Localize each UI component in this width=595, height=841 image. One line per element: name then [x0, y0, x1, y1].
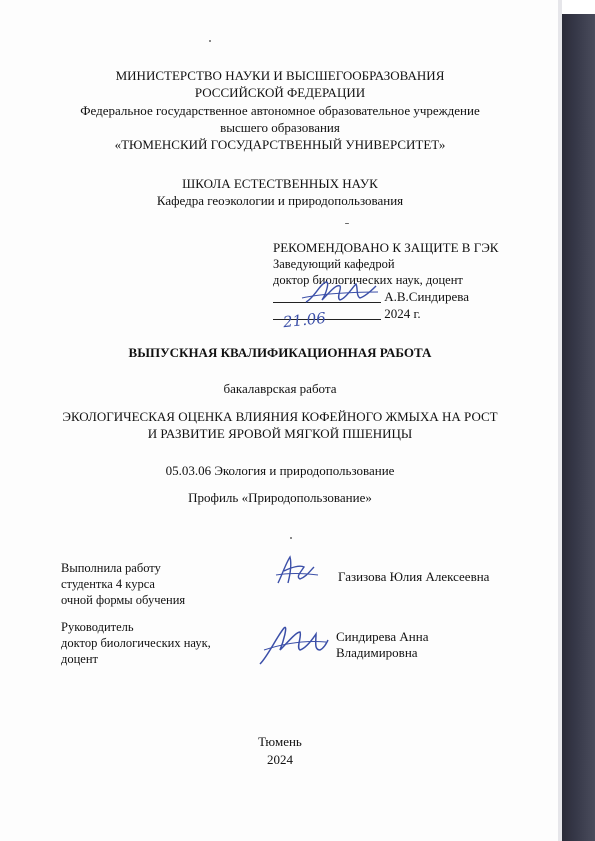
author-line-1: Выполнила работу [61, 561, 161, 575]
author-line-2: студентка 4 курса [61, 577, 155, 591]
supervisor-name-line-1: Синдирева Анна [336, 629, 429, 644]
approval-date-line [273, 306, 421, 332]
speck [345, 223, 349, 224]
institution-line-1: Федеральное государственное автономное образовательное учреждение [80, 103, 480, 118]
author-signature [270, 553, 322, 589]
author-line-3: очной формы обучения [61, 593, 186, 607]
work-subtype: бакалаврская работа [223, 381, 337, 396]
footer-year: 2024 [267, 752, 293, 767]
speck [209, 40, 211, 42]
speck [290, 537, 292, 539]
ministry-line-1: МИНИСТЕРСТВО НАУКИ И ВЫСШЕГООБРАЗОВАНИЯ [115, 68, 445, 83]
ministry-line-2: РОССИЙСКОЙ ФЕДЕРАЦИИ [194, 85, 366, 100]
approval-role: Заведующий кафедрой [273, 257, 395, 271]
approval-name: А.В.Синдирева [384, 289, 469, 304]
supervisor-line-2: доктор биологических наук, [61, 636, 211, 650]
profile: Профиль «Природопользование» [188, 490, 372, 505]
institution-line-2: высшего образования [220, 120, 340, 135]
approval-degree: доктор биологических наук, доцент [273, 273, 463, 287]
university-name: «ТЮМЕНСКИЙ ГОСУДАРСТВЕННЫЙ УНИВЕРСИТЕТ» [114, 137, 446, 152]
approval-year: 2024 г. [384, 306, 421, 321]
supervisor-signature [254, 620, 330, 670]
school-name: ШКОЛА ЕСТЕСТВЕННЫХ НАУК [182, 176, 378, 191]
supervisor-name-line-2: Владимировна [336, 645, 418, 660]
handwritten-date: 21.06 [282, 308, 327, 332]
specialty: 05.03.06 Экология и природопользование [165, 463, 395, 478]
footer-city: Тюмень [258, 734, 302, 749]
scanner-edge [562, 14, 595, 841]
department-name: Кафедра геоэкологии и природопользования [156, 193, 404, 208]
topic-line-1: ЭКОЛОГИЧЕСКАЯ ОЦЕНКА ВЛИЯНИЯ КОФЕЙНОГО ЖМЫХА НА РОСТ [62, 409, 498, 424]
approval-title: РЕКОМЕНДОВАНО К ЗАЩИТЕ В ГЭК [273, 240, 499, 255]
work-type-title: ВЫПУСКНАЯ КВАЛИФИКАЦИОННАЯ РАБОТА [128, 345, 432, 360]
topic-line-2: И РАЗВИТИЕ ЯРОВОЙ МЯГКОЙ ПШЕНИЦЫ [147, 426, 413, 441]
head-signature [300, 278, 380, 306]
author-name: Газизова Юлия Алексеевна [338, 569, 490, 584]
supervisor-line-1: Руководитель [61, 620, 134, 634]
supervisor-line-3: доцент [61, 652, 98, 666]
